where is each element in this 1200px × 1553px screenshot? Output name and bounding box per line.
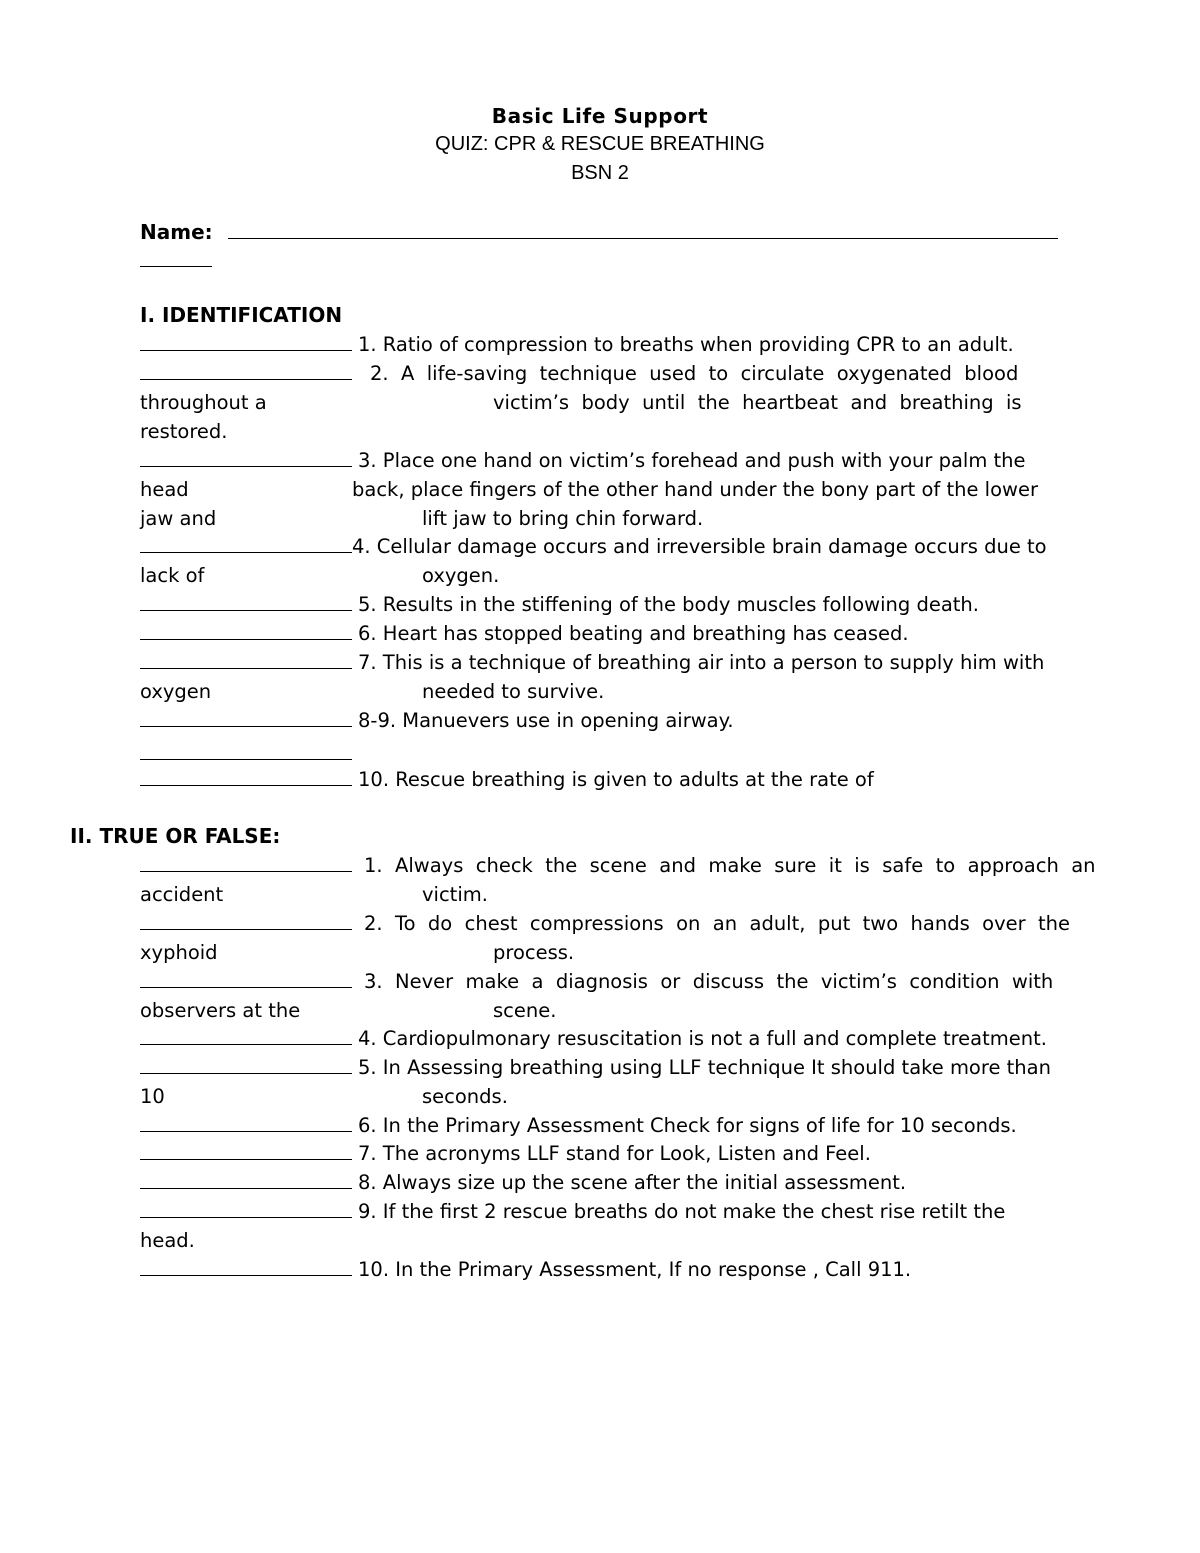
name-field-line-continued[interactable] (140, 266, 212, 267)
true-false-item-9 (140, 1197, 1125, 1226)
question-text: 4. Cardiopulmonary resuscitation is not a full and complete treatment. (358, 1027, 1047, 1050)
answer-blank[interactable] (140, 1055, 352, 1074)
question-text-cont: lift jaw to bring chin forward. (422, 507, 704, 530)
true-false-item-3 (140, 967, 1125, 996)
question-text-cont: scene. (493, 999, 557, 1022)
question-text-cont: 10 (140, 1085, 165, 1108)
question-text-cont: xyphoid (140, 941, 218, 964)
answer-blank[interactable] (140, 741, 352, 760)
doc-subtitle: QUIZ: CPR & RESCUE BREATHING (435, 133, 765, 155)
question-text: 8. Always size up the scene after the initial assessment. (358, 1171, 907, 1194)
answer-blank[interactable] (140, 1199, 352, 1218)
doc-title: Basic Life Support (491, 104, 709, 128)
identification-item-8-9 (140, 706, 1125, 735)
identification-heading: I. IDENTIFICATION (140, 303, 343, 327)
answer-blank[interactable] (140, 1257, 352, 1276)
answer-blank[interactable] (140, 448, 352, 467)
answer-blank[interactable] (140, 650, 352, 669)
identification-item-10 (140, 765, 1125, 794)
answer-blank[interactable] (140, 361, 352, 380)
identification-item-5 (140, 590, 1125, 619)
true-false-heading: II. TRUE OR FALSE: (70, 824, 281, 848)
question-text: 8-9. Manuevers use in opening airway. (358, 709, 734, 732)
name-label: Name: (140, 220, 213, 244)
question-text-cont: throughout a (140, 391, 267, 414)
answer-blank[interactable] (140, 1141, 352, 1160)
question-text: 5. Results in the stiffening of the body muscles following death. (358, 593, 979, 616)
answer-blank[interactable] (140, 767, 352, 786)
identification-item-3 (140, 446, 1125, 475)
true-false-item-6 (140, 1111, 1125, 1140)
name-field-line[interactable] (228, 238, 1058, 239)
question-text: 6. In the Primary Assessment Check for signs of life for 10 seconds. (358, 1114, 1017, 1137)
question-text-cont: needed to survive. (422, 680, 605, 703)
true-false-item-5 (140, 1053, 1125, 1082)
question-text-cont: observers at the (140, 999, 301, 1022)
answer-blank[interactable] (140, 332, 352, 351)
true-false-item-4 (140, 1024, 1125, 1053)
question-text-cont: victim. (422, 883, 488, 906)
question-text-cont: seconds. (422, 1085, 508, 1108)
identification-item-2 (140, 359, 1125, 388)
question-text: 3. Place one hand on victim’s forehead and push with your palm the (358, 449, 1026, 472)
identification-item-1 (140, 330, 1125, 359)
question-text-cont: victim’s body until the heartbeat and breathing is (493, 391, 1022, 414)
answer-blank[interactable] (140, 534, 352, 553)
true-false-item-1 (140, 851, 1125, 880)
answer-blank[interactable] (140, 708, 352, 727)
question-text-cont: process. (493, 941, 575, 964)
question-text-cont: jaw and (140, 507, 217, 530)
true-false-item-2 (140, 909, 1125, 938)
question-text-cont: back, place fingers of the other hand under the bony part of the lower (352, 478, 1038, 501)
question-text: 2. A life-saving technique used to circulate oxygenated blood (370, 362, 1019, 385)
question-text: 7. The acronyms LLF stand for Look, Listen and Feel. (358, 1142, 871, 1165)
question-text: 1. Always check the scene and make sure it is safe to approach an (364, 854, 1096, 877)
question-text-cont: head (140, 478, 189, 501)
answer-blank[interactable] (140, 911, 352, 930)
question-text: 3. Never make a diagnosis or discuss the victim’s condition with (364, 970, 1054, 993)
answer-blank[interactable] (140, 621, 352, 640)
question-text: 6. Heart has stopped beating and breathing has ceased. (358, 622, 909, 645)
question-text-cont: head. (140, 1229, 195, 1252)
identification-item-6 (140, 619, 1125, 648)
question-text: 5. In Assessing breathing using LLF technique It should take more than (358, 1056, 1051, 1079)
answer-blank[interactable] (140, 1026, 352, 1045)
question-text-cont: accident (140, 883, 224, 906)
question-text: 4. Cellular damage occurs and irreversible brain damage occurs due to (352, 535, 1047, 558)
question-text-cont: restored. (140, 420, 228, 443)
course-label: BSN 2 (571, 162, 629, 184)
question-text: 1. Ratio of compression to breaths when providing CPR to an adult. (358, 333, 1014, 356)
question-text: 7. This is a technique of breathing air into a person to supply him with (358, 651, 1045, 674)
question-text: 2. To do chest compressions on an adult, put two hands over the (364, 912, 1071, 935)
true-false-item-7 (140, 1139, 1125, 1168)
question-text-cont: oxygen (140, 680, 212, 703)
answer-blank[interactable] (140, 969, 352, 988)
question-text: 9. If the first 2 rescue breaths do not make the chest rise retilt the (358, 1200, 1006, 1223)
answer-blank[interactable] (140, 592, 352, 611)
true-false-item-10 (140, 1255, 1125, 1284)
answer-blank[interactable] (140, 1113, 352, 1132)
answer-blank[interactable] (140, 853, 352, 872)
true-false-item-8 (140, 1168, 1125, 1197)
question-text: 10. Rescue breathing is given to adults at the rate of (358, 768, 874, 791)
identification-item-4 (140, 532, 1125, 561)
answer-blank[interactable] (140, 1170, 352, 1189)
question-text-cont: lack of (140, 564, 205, 587)
identification-item-7 (140, 648, 1125, 677)
question-text-cont: oxygen. (422, 564, 500, 587)
question-text: 10. In the Primary Assessment, If no response , Call 911. (358, 1258, 912, 1281)
